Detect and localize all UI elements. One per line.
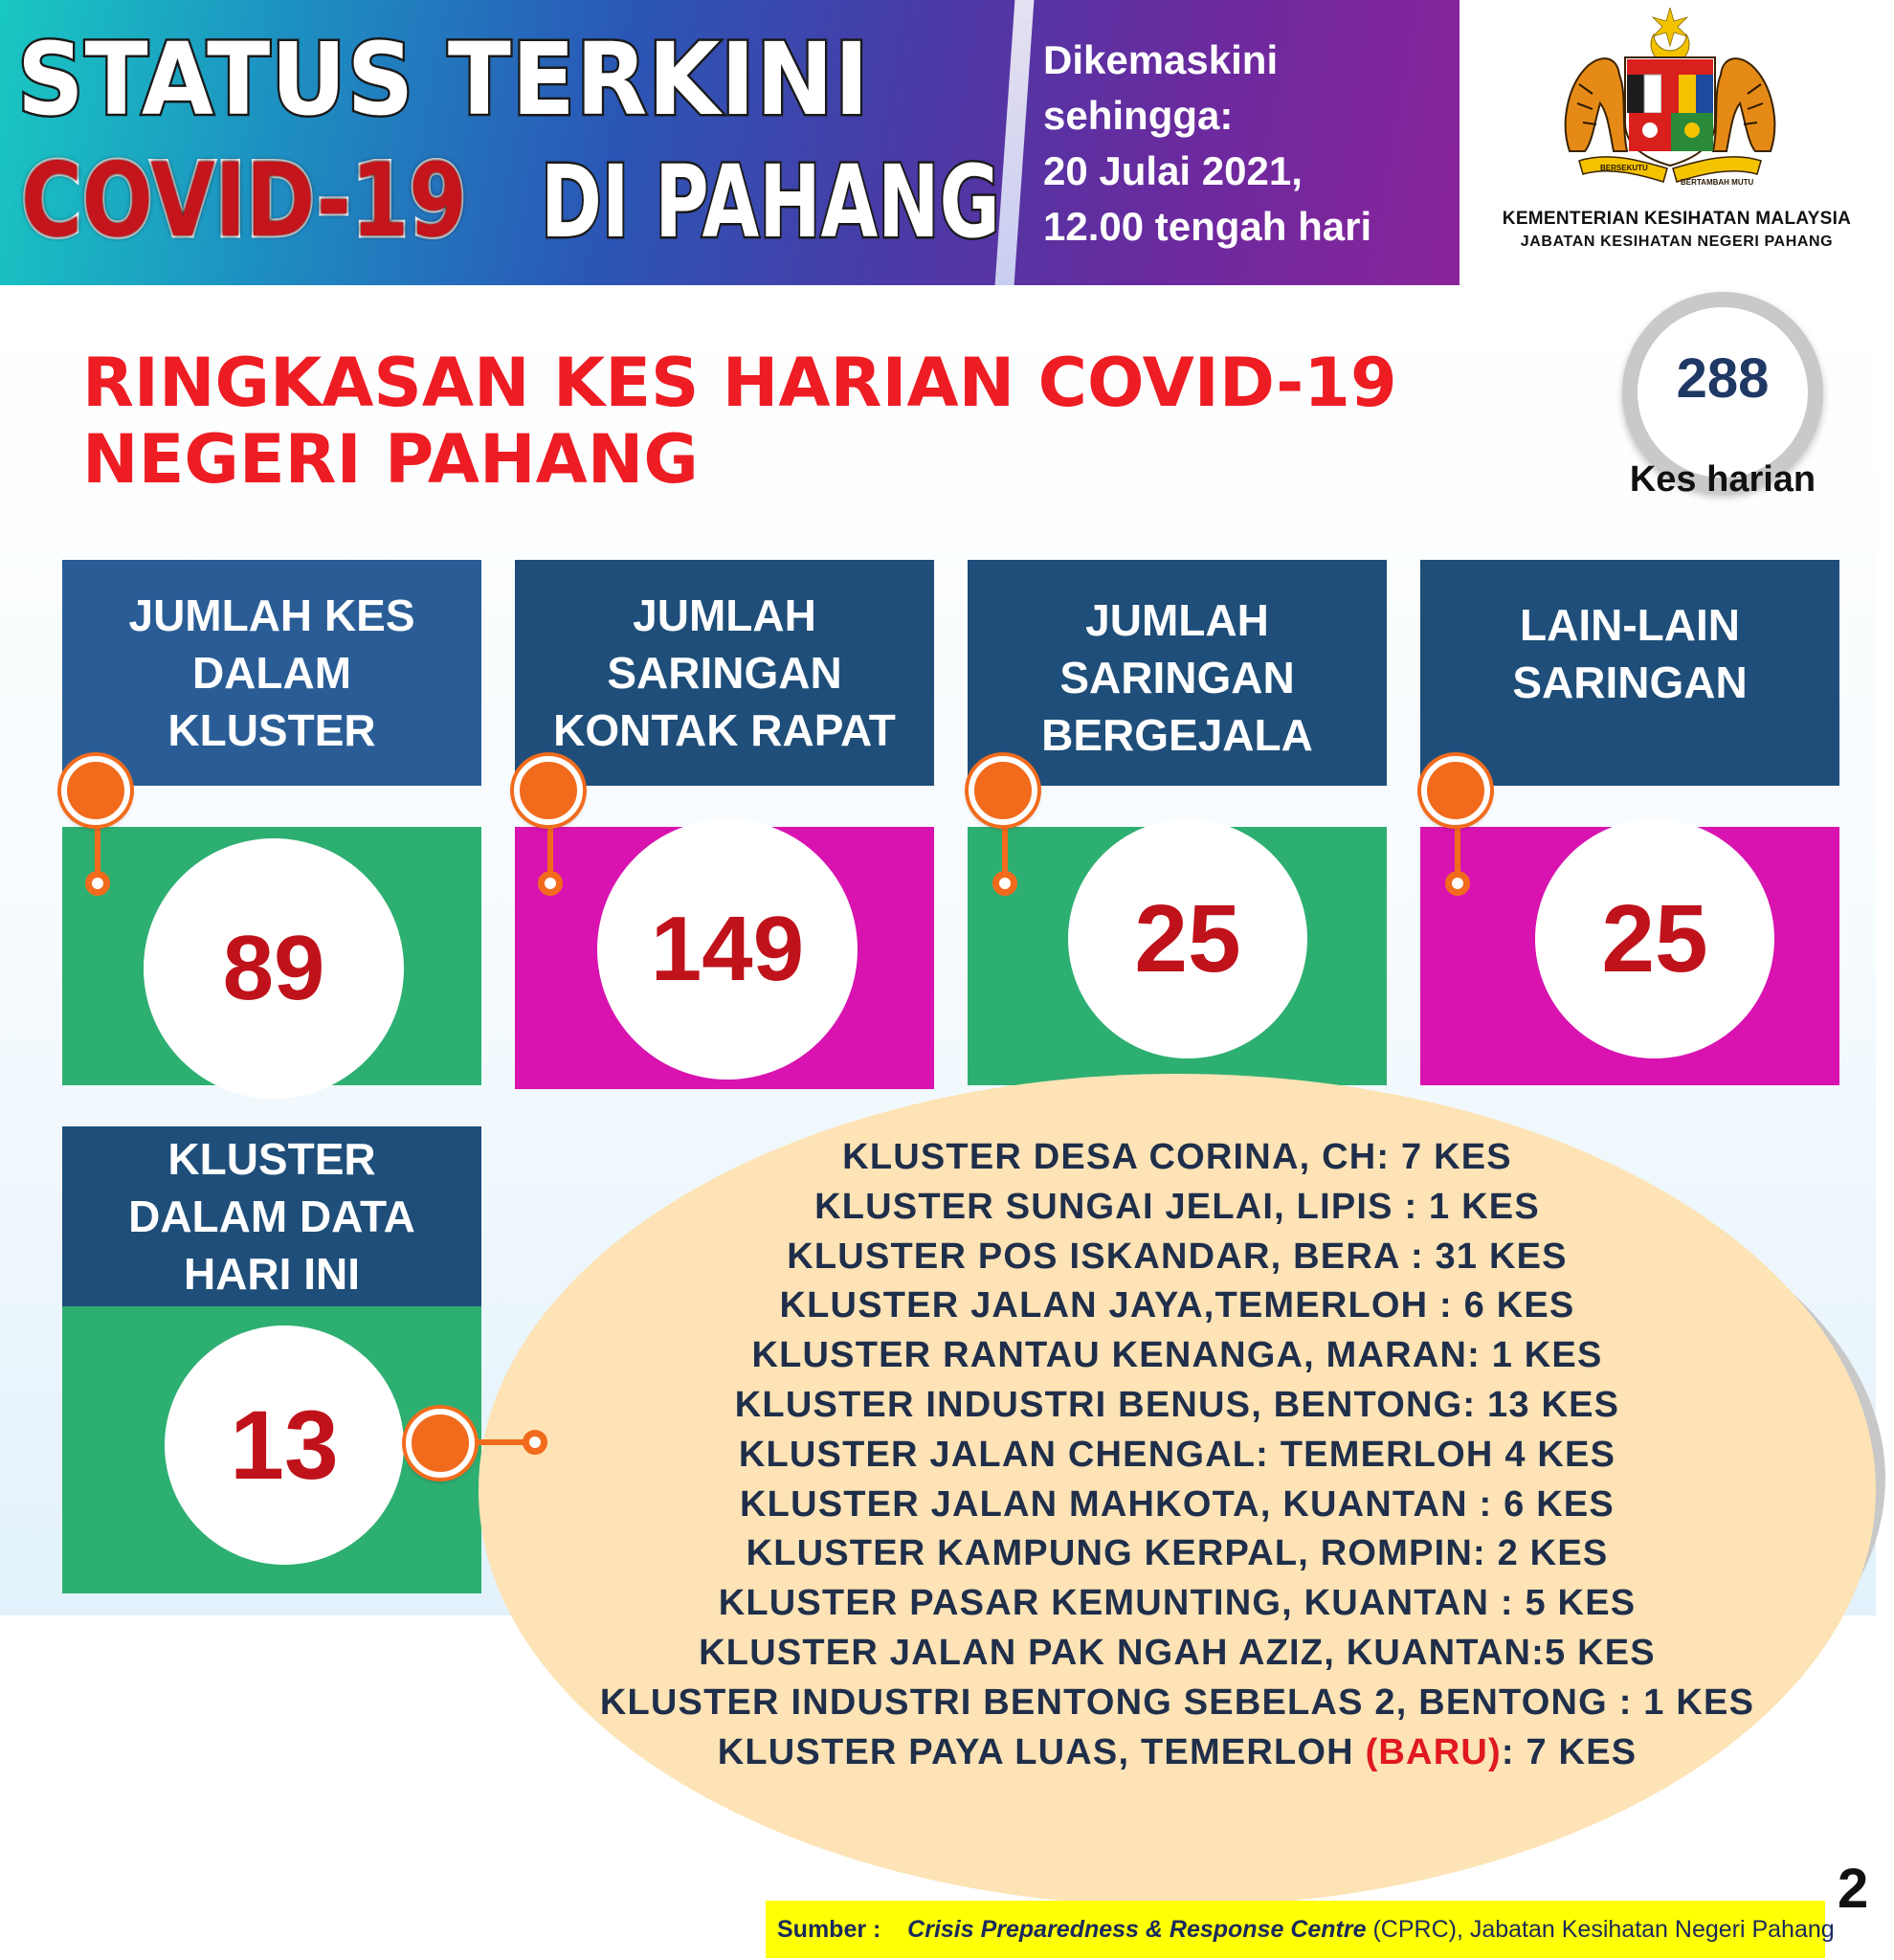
ministry-name: KEMENTERIAN KESIHATAN MALAYSIA [1502, 209, 1852, 229]
card-contact-screening-label-1: JUMLAH [633, 590, 816, 640]
card-symptomatic-screening-value: 25 [1068, 819, 1307, 1058]
card-contact-screening-header [515, 560, 934, 786]
cluster-item-new-name: KLUSTER PAYA LUAS, TEMERLOH [717, 1731, 1366, 1772]
card-cluster-cases-label-1: JUMLAH KES [128, 590, 415, 640]
card-symptomatic-screening-body [968, 827, 1387, 1085]
card-symptomatic-screening-label-3: BERGEJALA [1041, 710, 1313, 760]
card-cluster-cases-label-2: DALAM [191, 648, 352, 698]
card-cluster-cases-value: 89 [144, 838, 404, 1099]
cluster-item: KLUSTER RANTAU KENANGA, MARAN: 1 KES [751, 1335, 1603, 1376]
cluster-item: KLUSTER SUNGAI JELAI, LIPIS : 1 KES [814, 1186, 1540, 1227]
cluster-item: KLUSTER PASAR KEMUNTING, KUANTAN : 5 KES [718, 1583, 1637, 1624]
card-clusters-today-label-3: HARI INI [183, 1249, 360, 1299]
card-other-screening-label-2: SARINGAN [1512, 657, 1748, 707]
department-name: JABATAN KESIHATAN NEGERI PAHANG [1520, 234, 1834, 250]
update-line-2: 20 Julai 2021, [1043, 148, 1303, 193]
daily-cases-label: Kes harian [1629, 459, 1816, 500]
cluster-item: KLUSTER POS ISKANDAR, BERA : 31 KES [787, 1236, 1568, 1277]
source-rest: (CPRC), Jabatan Kesihatan Negeri Pahang [1366, 1916, 1835, 1943]
card-clusters-today-value: 13 [165, 1325, 404, 1565]
main-title [82, 345, 1397, 498]
cluster-item: KLUSTER JALAN PAK NGAH AZIZ, KUANTAN:5 KES [699, 1632, 1656, 1673]
card-contact-screening-body [515, 827, 934, 1089]
page-number: 2 [1838, 1858, 1869, 1920]
emblem-motto-left: BERSEKUTU [1600, 164, 1648, 172]
cluster-item-new-count: : 7 KES [1501, 1731, 1638, 1772]
title-di-pahang: DI PAHANG [541, 144, 1000, 260]
emblem-motto-right: BERTAMBAH MUTU [1681, 178, 1754, 187]
card-clusters-today-label-2: DALAM DATA [128, 1192, 415, 1241]
header-banner [0, 0, 1459, 285]
card-other-screening-label-1: LAIN-LAIN [1520, 600, 1740, 650]
ministry-label [1459, 209, 1894, 251]
title-status-terkini: STATUS TERKINI [17, 21, 870, 138]
update-line-3: 12.00 tengah hari [1043, 204, 1372, 249]
new-cluster-tag: (BARU) [1365, 1731, 1502, 1772]
source-centre: Crisis Preparedness & Response Centre [907, 1916, 1367, 1943]
source-footer [766, 1901, 1835, 1958]
daily-cases-value: 288 [1676, 347, 1770, 410]
update-timestamp [1043, 33, 1459, 255]
cluster-item: KLUSTER INDUSTRI BENUS, BENTONG: 13 KES [734, 1384, 1620, 1425]
card-cluster-cases-label-3: KLUSTER [167, 705, 376, 755]
cluster-item: KLUSTER JALAN MAHKOTA, KUANTAN : 6 KES [740, 1483, 1615, 1525]
card-contact-screening-value: 149 [597, 819, 858, 1080]
main-title-line-1: RINGKASAN KES HARIAN COVID-19 [82, 344, 1397, 422]
main-title-line-2: NEGERI PAHANG [82, 420, 699, 499]
banner-divider [995, 0, 1035, 285]
card-contact-screening-label-3: KONTAK RAPAT [553, 705, 896, 755]
card-cluster-cases-header [62, 560, 481, 786]
cluster-item: KLUSTER JALAN CHENGAL: TEMERLOH 4 KES [738, 1434, 1616, 1475]
cluster-item: KLUSTER KAMPUNG KERPAL, ROMPIN: 2 KES [746, 1533, 1609, 1574]
cluster-list [479, 1133, 1876, 1777]
card-clusters-today-header [62, 1126, 481, 1306]
card-cluster-cases-body [62, 827, 481, 1085]
card-clusters-today-label-1: KLUSTER [167, 1134, 376, 1184]
cluster-item: KLUSTER INDUSTRI BENTONG SEBELAS 2, BENTONG : 1 KES [599, 1682, 1755, 1723]
card-other-screening-value: 25 [1535, 819, 1774, 1058]
source-label: Sumber : [777, 1916, 881, 1943]
cluster-item: KLUSTER DESA CORINA, CH: 7 KES [842, 1137, 1512, 1177]
card-symptomatic-screening-label-2: SARINGAN [1059, 653, 1295, 702]
title-covid-19: COVID-19 [21, 142, 467, 259]
card-other-screening-body [1420, 827, 1839, 1085]
malaysia-coat-of-arms-icon [1550, 8, 1790, 199]
card-symptomatic-screening-label-1: JUMLAH [1085, 595, 1269, 645]
card-contact-screening-label-2: SARINGAN [607, 648, 842, 698]
update-line-1: Dikemaskini sehingga: [1043, 37, 1279, 138]
card-other-screening-header [1420, 560, 1839, 786]
cluster-item: KLUSTER JALAN JAYA,TEMERLOH : 6 KES [779, 1285, 1575, 1326]
card-symptomatic-screening-header [968, 560, 1387, 786]
cluster-item-new [479, 1728, 1876, 1778]
